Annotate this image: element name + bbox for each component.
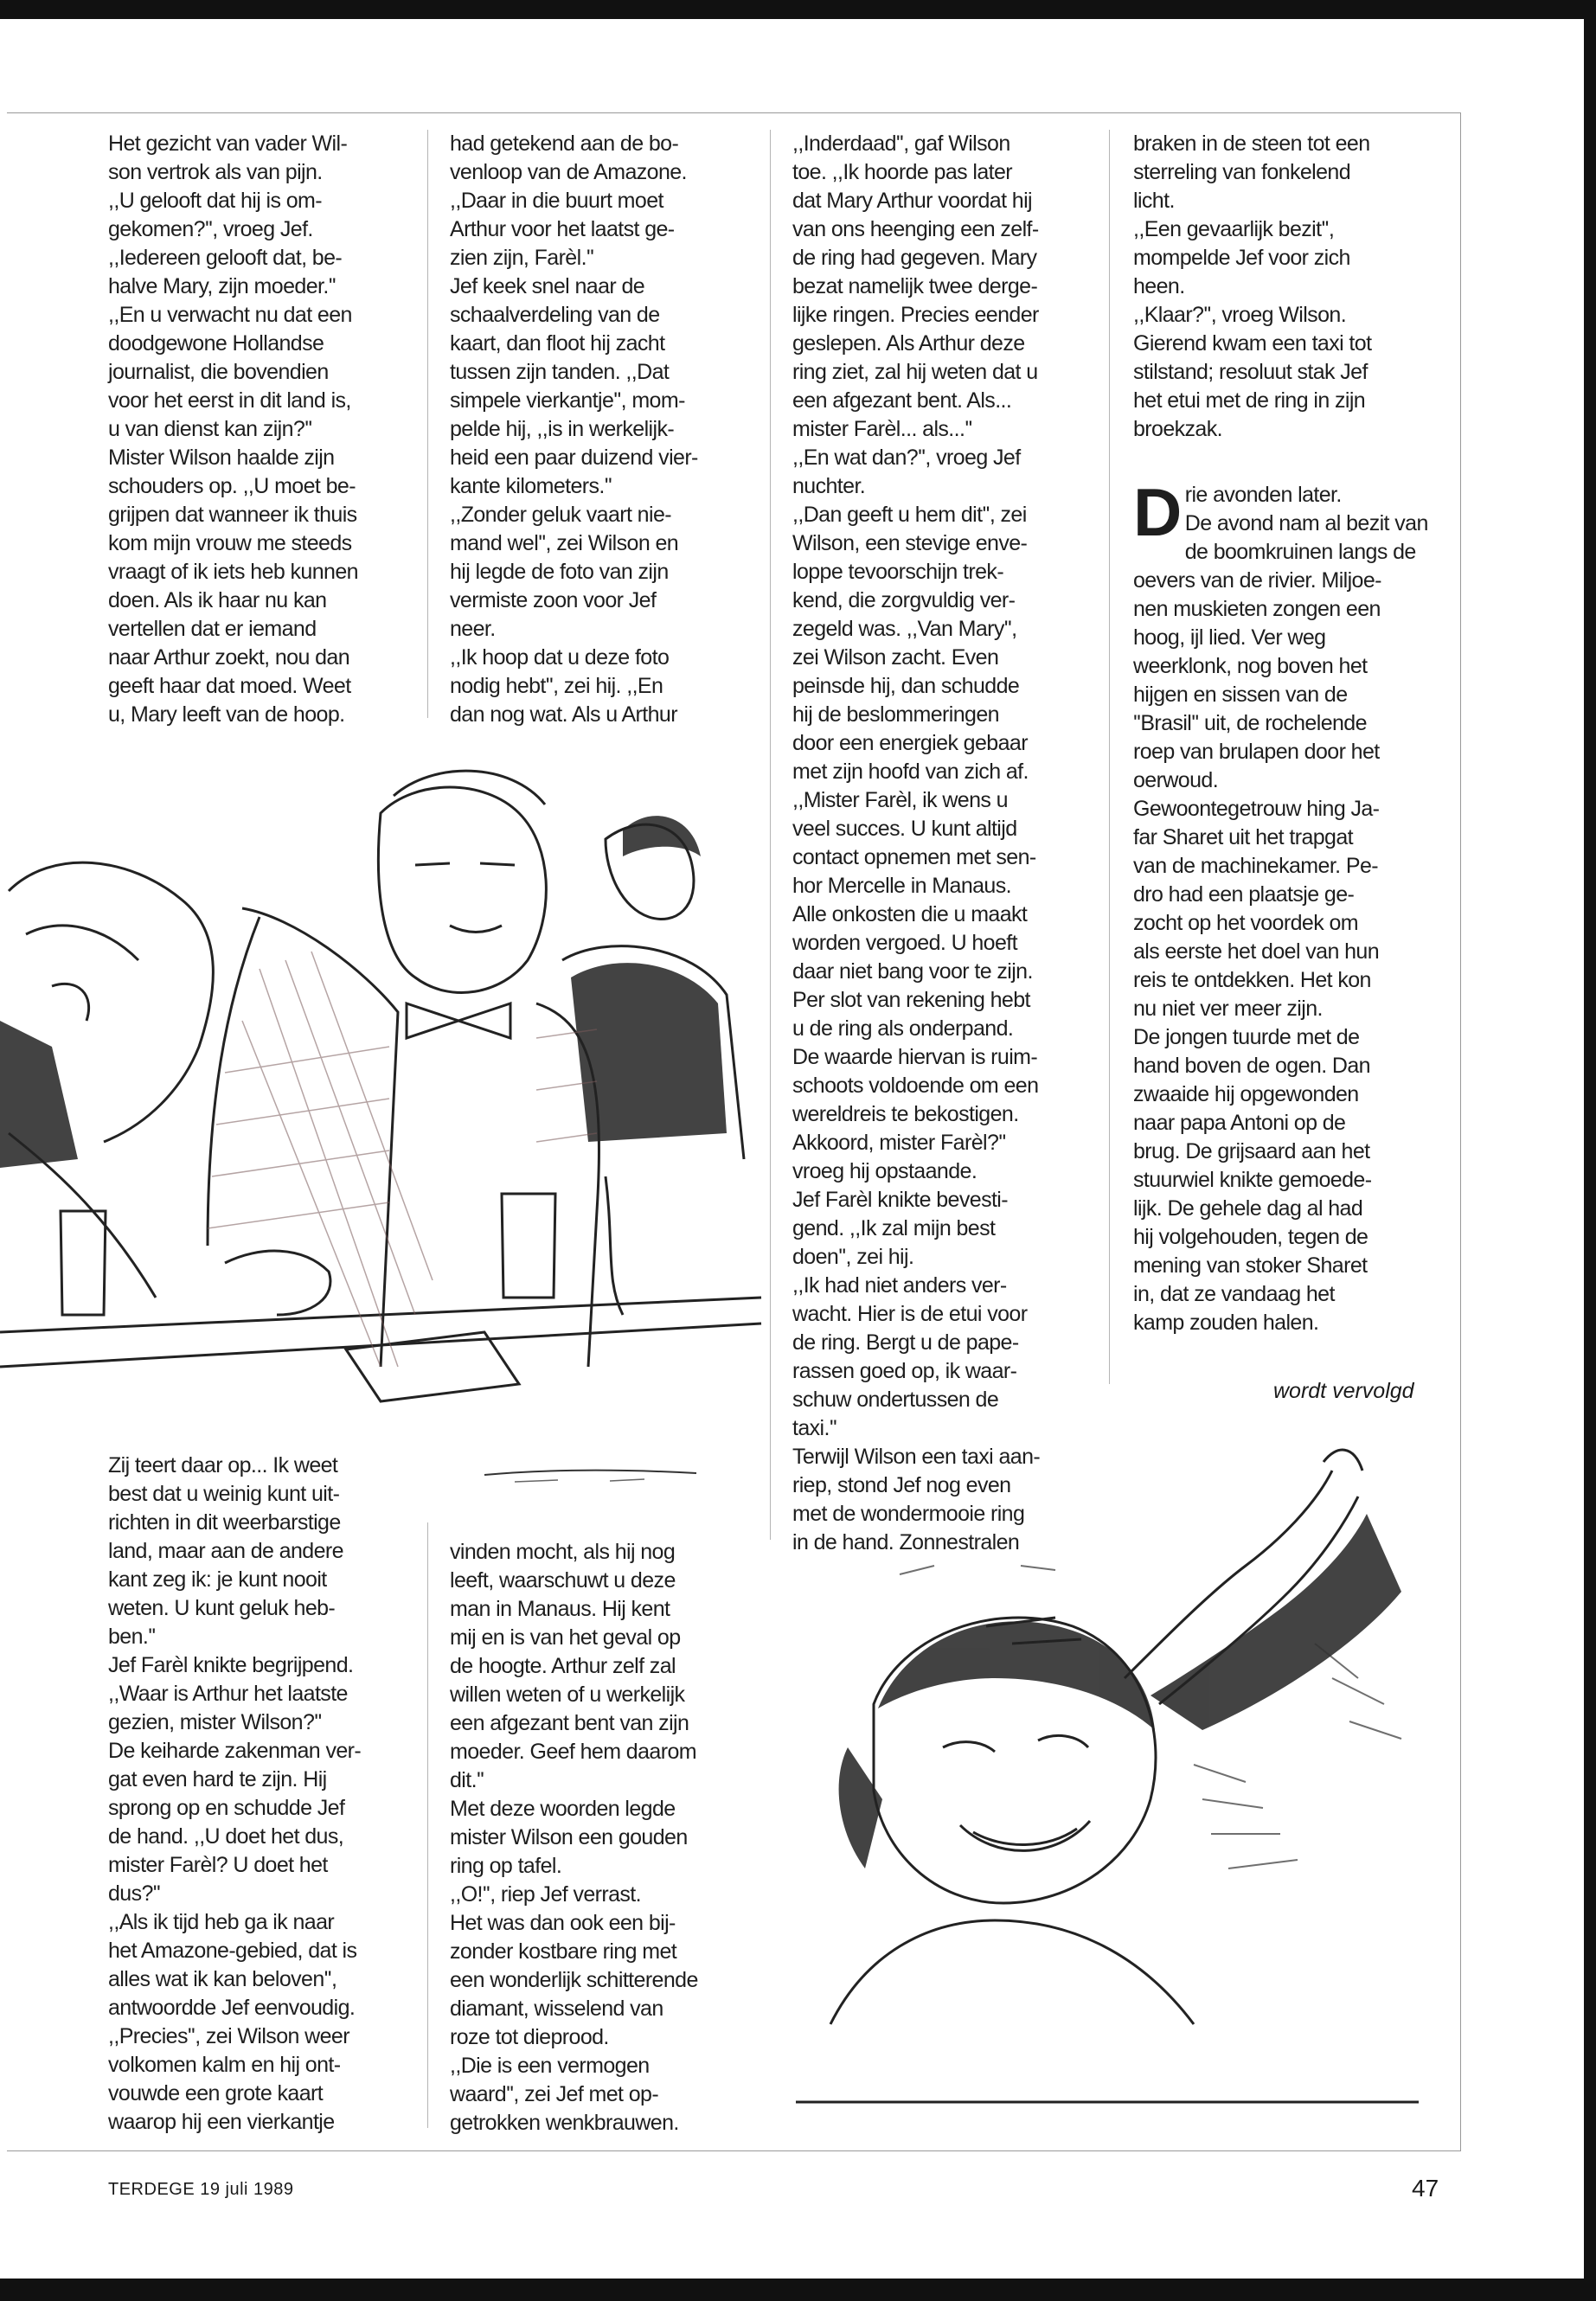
column-2-top: had getekend aan de bo- venloop van de Amazone. ,,Daar in die buurt moet Arthur voor het laatst ge- zien zijn, Farèl.'' Jef keek snel naar de schaalverdeling van de kaart, dan floot hij zacht tussen zijn tanden. ,,Dat simpele vierkantje'', mom- pelde hij, ,,is in werkelijk- heid een paar duizend vier- kante kilometers.'' ,,Zonder geluk vaart nie- mand wel'', zei Wilson en hij legde de foto van zijn vermiste zoon voor Jef neer. ,,Ik hoop dat u deze foto nodig hebt'', zei hij. ,,En dan nog wat. Als u Arthur <box>450 131 698 727</box>
drop-cap: D <box>1133 474 1182 550</box>
column-rule <box>427 130 428 718</box>
column-4-a: braken in de steen tot een sterreling van fonkelend licht. ,,Een gevaarlijk bezit'', mompelde Jef voor zich heen. ,,Klaar?'', vroeg Wilson. Gierend kwam een taxi tot stilstand; resoluut stak Jef het etui met de ring in zijn broekzak. <box>1133 131 1372 441</box>
column-rule <box>427 1522 428 2128</box>
scan-border-top <box>0 0 1596 19</box>
continued-note: wordt vervolgd <box>1273 1379 1414 1403</box>
column-2-bottom: vinden mocht, als hij nog leeft, waarschuwt u deze man in Manaus. Hij kent mij en is van het geval op de hoogte. Arthur zelf zal willen weten of u werkelijk een afgezant bent van zijn moeder. Geef hem daarom dit.'' Met deze woorden legde mister Wilson een gouden ring op tafel. ,,O!'', riep Jef verrast. Het was dan ook een bij- zonder kostbare ring met een wonderlijk schitterende diamant, wisselend van roze tot dieprood. ,,Die is een vermogen waard'', zei Jef met op- getrokken wenkbrauwen. <box>450 1540 698 2135</box>
column-1-top: Het gezicht van vader Wil- son vertrok als van pijn. ,,U gelooft dat hij is om- gekomen?'', vroeg Jef. ,,Iedereen gelooft dat, be- halve Mary, zijn moeder.'' ,,En u verwacht nu dat een doodgewone Hollandse journalist, die bovendien voor het eerst in dit land is, u van dienst kan zijn?'' Mister Wilson haalde zijn schouders op. ,,U moet be- grijpen dat wanneer ik thuis kom mijn vrouw me steeds vraagt of ik iets heb kunnen doen. Als ik haar nu kan vertellen dat er iemand naar Arthur zoekt, nou dan geeft haar dat moed. Weet u, Mary leeft van de hoop. <box>108 131 358 727</box>
illustration-smiling-boy <box>796 1419 1453 2111</box>
footer-magazine-date: TERDEGE 19 juli 1989 <box>108 2180 294 2199</box>
column-rule <box>770 130 771 1540</box>
illustration-men-at-table <box>0 761 770 1436</box>
column-1-bottom: Zij teert daar op... Ik weet best dat u weinig kunt uit- richten in dit weerbarstige land, maar aan de andere kant zeg ik: je kunt nooit weten. U kunt geluk heb- ben.'' Jef Farèl knikte begrijpend. ,,Waar is Arthur het laatste gezien, mister Wilson?'' De keiharde zakenman ver- gat even hard te zijn. Hij sprong op en schudde Jef de hand. ,,U doet het dus, mister Farèl? U doet het dus?'' ,,Als ik tijd heb ga ik naar het Amazone-gebied, dat is alles wat ik kan beloven'', antwoordde Jef eenvoudig. ,,Precies'', zei Wilson weer volkomen kalm en hij ont- vouwde een grote kaart waarop hij een vierkantje <box>108 1453 362 2134</box>
column-4-b-text: rie avonden later. De avond nam al bezit van de boomkruinen langs de oevers van de rivier. Miljoe- nen muskieten zongen een hoog, ijl lied. Ver weg weerklonk, nog boven het hijgen en sissen van de ''Brasil'' uit, de rochelende roep van brulapen door het oerwoud. Gewoontegetrouw hing Ja- far Sharet uit het trapgat van de machinekamer. Pe- dro had een plaatsje ge- zocht op het voordek om als eerste het doel van hun reis te ontdekken. Het kon nu niet ver meer zijn. De jongen tuurde met de hand boven de ogen. Dan zwaaide hij opgewonden naar papa Antoni op de brug. De grijsaard aan het stuurwiel knikte gemoede- lijk. De gehele dag al had hij volgehouden, tegen de mening van stoker Sharet in, dat ze vandaag het kamp zouden halen. <box>1133 483 1428 1335</box>
column-3: ,,Inderdaad'', gaf Wilson toe. ,,Ik hoorde pas later dat Mary Arthur voordat hij van ons heenging een zelf- de ring had gegeven. Mary bezat namelijk twee derge- lijke ringen. Precies eender geslepen. Als Arthur deze ring ziet, zal hij weten dat u een afgezant bent. Als... mister Farèl... als...'' ,,En wat dan?'', vroeg Jef nuchter. ,,Dan geeft u hem dit'', zei Wilson, een stevige enve- loppe tevoorschijn trek- kend, die zorgvuldig ver- zegeld was. ,,Van Mary'', zei Wilson zacht. Even peinsde hij, dan schudde hij de beslommeringen door een energiek gebaar met zijn hoofd van zich af. ,,Mister Farèl, ik wens u veel succes. U kunt altijd contact opnemen met sen- hor Mercelle in Manaus. Alle onkosten die u maakt worden vergoed. U hoeft daar niet bang voor te zijn. Per slot van rekening hebt u de ring als onderpand. De waarde hiervan is ruim- schoots voldoende om een wereldreis te bekostigen. Akkoord, mister Farèl?'' vroeg hij opstaande. Jef Farèl knikte bevesti- gend. ,,Ik zal mijn best doen'', zei hij. ,,Ik had niet anders ver- wacht. Hier is de etui voor de ring. Bergt u de pape- rassen goed op, ik waar- schuw ondertussen de taxi.'' Terwijl Wilson een taxi aan- riep, stond Jef nog even met de wondermooie ring in de hand. Zonnestralen <box>792 131 1041 1554</box>
column-rule <box>1109 130 1110 1384</box>
page-number: 47 <box>1412 2175 1439 2202</box>
column-4-b <box>1133 474 1445 1337</box>
scan-border-bottom <box>0 2279 1596 2301</box>
scan-border-right <box>1584 0 1596 2301</box>
decorative-scribble <box>480 1458 705 1492</box>
